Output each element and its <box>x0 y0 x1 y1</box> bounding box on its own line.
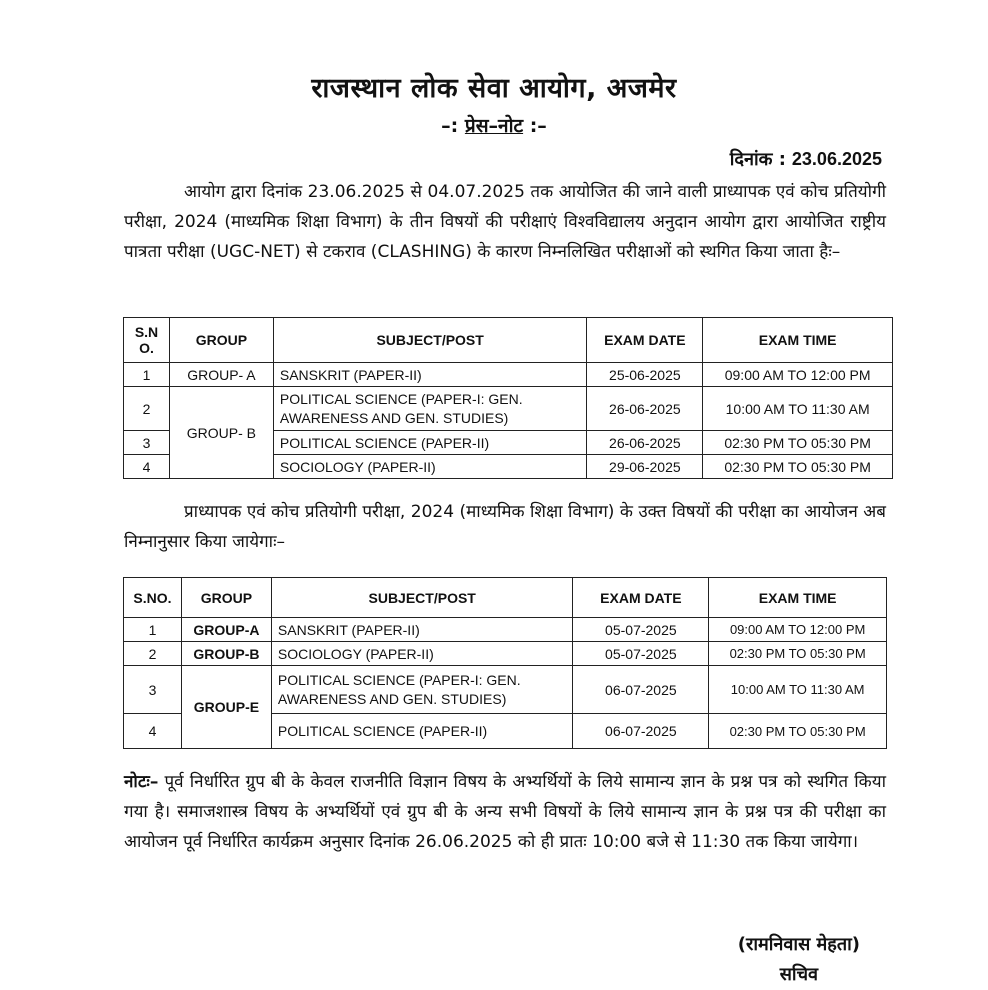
page-title: राजस्थान लोक सेवा आयोग, अजमेर <box>311 73 677 104</box>
table-header-row <box>124 578 887 618</box>
header-exam-time: EXAM TIME <box>709 578 887 618</box>
row-subject: SOCIOLOGY (PAPER-II) <box>273 455 587 479</box>
press-note-prefix: –: <box>441 115 465 137</box>
press-note-label: प्रेस–नोट <box>464 115 524 137</box>
signatory-name: (रामनिवास मेहता) <box>737 934 860 955</box>
header-group: GROUP <box>169 318 273 363</box>
row-subject: POLITICAL SCIENCE (PAPER-I: GEN. AWARENESS AND GEN. STUDIES) <box>273 387 587 431</box>
row-exam-date: 25-06-2025 <box>587 363 703 387</box>
row-exam-time: 02:30 PM TO 05:30 PM <box>703 431 893 455</box>
row-sno: 4 <box>124 455 170 479</box>
row-subject: SOCIOLOGY (PAPER-II) <box>271 642 573 666</box>
row-exam-date: 06-07-2025 <box>573 714 709 749</box>
row-group: GROUP-E <box>181 666 271 749</box>
row-sno: 1 <box>124 363 170 387</box>
row-sno: 3 <box>124 431 170 455</box>
row-exam-date: 26-06-2025 <box>587 431 703 455</box>
row-exam-time: 10:00 AM TO 11:30 AM <box>709 666 887 714</box>
row-sno: 4 <box>124 714 182 749</box>
note-paragraph <box>124 767 886 857</box>
table-row <box>124 618 887 642</box>
header-exam-date: EXAM DATE <box>587 318 703 363</box>
press-note-heading <box>0 112 988 138</box>
header-exam-date: EXAM DATE <box>573 578 709 618</box>
date-line <box>730 147 882 171</box>
row-exam-date: 29-06-2025 <box>587 455 703 479</box>
header-group: GROUP <box>181 578 271 618</box>
row-group: GROUP- B <box>169 387 273 479</box>
row-exam-time: 09:00 AM TO 12:00 PM <box>709 618 887 642</box>
press-note-suffix: :– <box>523 115 547 137</box>
header-exam-time: EXAM TIME <box>703 318 893 363</box>
header-sno-line1: S.N <box>134 324 159 340</box>
signatory-designation: सचिव <box>779 964 819 985</box>
table-row <box>124 666 887 714</box>
table-row <box>124 642 887 666</box>
table-header-row <box>124 318 893 363</box>
date-label: दिनांक : <box>729 149 786 170</box>
row-exam-date: 05-07-2025 <box>573 618 709 642</box>
row-sno: 1 <box>124 618 182 642</box>
row-exam-time: 02:30 PM TO 05:30 PM <box>709 642 887 666</box>
header-subject: SUBJECT/POST <box>273 318 587 363</box>
row-sno: 2 <box>124 387 170 431</box>
row-exam-date: 26-06-2025 <box>587 387 703 431</box>
note-label: नोटः– <box>124 772 159 792</box>
row-subject: SANSKRIT (PAPER-II) <box>271 618 573 642</box>
row-sno: 2 <box>124 642 182 666</box>
row-exam-time: 10:00 AM TO 11:30 AM <box>703 387 893 431</box>
row-subject: POLITICAL SCIENCE (PAPER-II) <box>271 714 573 749</box>
row-exam-date: 06-07-2025 <box>573 666 709 714</box>
row-subject: POLITICAL SCIENCE (PAPER-I: GEN. AWARENESS AND GEN. STUDIES) <box>271 666 573 714</box>
header-sno <box>124 318 170 363</box>
row-exam-date: 05-07-2025 <box>573 642 709 666</box>
note-text: पूर्व निर्धारित ग्रुप बी के केवल राजनीति विज्ञान विषय के अभ्यर्थियों के लिये सामान्य ज्ञान के प्रश्न पत्र को स्थगित किया गया है। समाजशास्त्र विषय के अभ्यर्थियों एवं ग्रुप बी के अन्य सभी विषयों के लिये सामान्य ज्ञान के प्रश्न पत्र की परीक्षा का आयोजन पूर्व निर्धारित कार्यक्रम अनुसार दिनांक 26.06.2025 को ही प्रातः 10:00 बजे से 11:30 तक किया जायेगा। <box>124 772 886 852</box>
reschedule-paragraph: प्राध्यापक एवं कोच प्रतियोगी परीक्षा, 2024 (माध्यमिक शिक्षा विभाग) के उक्त विषयों की परीक्षा का आयोजन अब निम्नानुसार किया जायेगाः– <box>124 502 886 552</box>
table-row <box>124 387 893 431</box>
row-group: GROUP-A <box>181 618 271 642</box>
header-sno-line2: O. <box>139 340 154 356</box>
row-group: GROUP-B <box>181 642 271 666</box>
header-sno: S.NO. <box>124 578 182 618</box>
postponed-exams-table <box>123 317 893 479</box>
row-exam-time: 02:30 PM TO 05:30 PM <box>703 455 893 479</box>
table-row <box>124 363 893 387</box>
row-subject: POLITICAL SCIENCE (PAPER-II) <box>273 431 587 455</box>
row-exam-time: 09:00 AM TO 12:00 PM <box>703 363 893 387</box>
row-group: GROUP- A <box>169 363 273 387</box>
signature-block <box>738 930 860 990</box>
intro-paragraph: आयोग द्वारा दिनांक 23.06.2025 से 04.07.2025 तक आयोजित की जाने वाली प्राध्यापक एवं कोच प्रतियोगी परीक्षा, 2024 (माध्यमिक शिक्षा विभाग) के तीन विषयों की परीक्षाएं विश्वविद्यालय अनुदान आयोग द्वारा आयोजित राष्ट्रीय पात्रता परीक्षा (UGC-NET) से टकराव (CLASHING) के कारण निम्नलिखित परीक्षाओं को स्थगित किया जाता हैः– <box>124 182 886 262</box>
row-subject: SANSKRIT (PAPER-II) <box>273 363 587 387</box>
rescheduled-exams-table <box>123 577 887 749</box>
date-value: 23.06.2025 <box>791 149 882 169</box>
row-exam-time: 02:30 PM TO 05:30 PM <box>709 714 887 749</box>
row-sno: 3 <box>124 666 182 714</box>
header-subject: SUBJECT/POST <box>271 578 573 618</box>
